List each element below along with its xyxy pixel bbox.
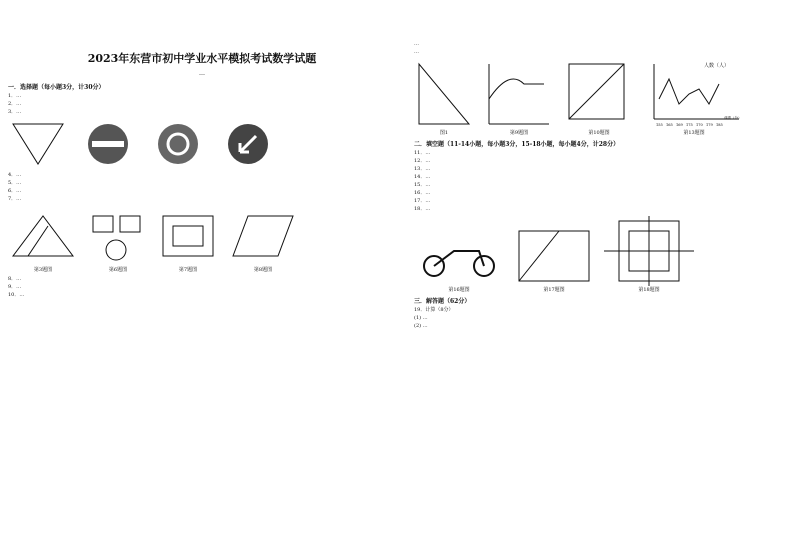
- question: 11．…: [414, 150, 431, 156]
- figure-caption: 图1: [439, 130, 449, 136]
- question: …: [414, 41, 419, 47]
- figure-row: [414, 216, 784, 293]
- figure-caption: 第13题图: [683, 130, 705, 136]
- question: 4．…: [8, 172, 22, 178]
- chart-ylabel: 人数（人）: [704, 63, 730, 69]
- question: 14．…: [414, 174, 431, 180]
- section-3-title: 三．解答题（62分）: [414, 298, 471, 305]
- figure-row: [414, 59, 784, 136]
- chart-xtick: 165: [666, 123, 673, 127]
- chart-xtick: 155: [656, 123, 663, 127]
- roundabout-sign-icon: [148, 119, 208, 169]
- question: …: [414, 49, 419, 55]
- question: (1) …: [414, 315, 428, 321]
- square-figure: [564, 59, 634, 129]
- chart-xtick: 170: [696, 123, 703, 127]
- section-1-title: 一．选择题（每小题3分，计30分）: [8, 84, 105, 91]
- question: (2) …: [414, 323, 428, 329]
- figure-caption: 第9题图: [509, 130, 529, 136]
- left-column: [8, 80, 396, 300]
- question: 3．…: [8, 109, 22, 115]
- chart-xlabel: 成绩（分）: [724, 116, 742, 120]
- question: 19．计算（8分）: [414, 307, 454, 313]
- figure-caption: 第10题图: [588, 130, 610, 136]
- grid-path-figure: [604, 216, 694, 286]
- question: 2．…: [8, 101, 22, 107]
- chart-xtick: 175: [686, 123, 693, 127]
- question: 5．…: [8, 180, 22, 186]
- question: 16．…: [414, 190, 431, 196]
- chart-xtick: 169: [676, 123, 683, 127]
- right-column: [414, 40, 784, 331]
- parallelogram-figure: [228, 206, 298, 266]
- exam-meta: …: [199, 70, 205, 77]
- rectangle-figure: [158, 206, 218, 266]
- figure-row: [8, 206, 396, 273]
- figure-caption: 第8题图: [253, 267, 273, 273]
- geometry-figure: [8, 206, 78, 266]
- question: 1．…: [8, 93, 22, 99]
- question: 13．…: [414, 166, 431, 172]
- function-graph: [484, 59, 554, 129]
- figure-caption: 第7题图: [178, 267, 198, 273]
- figure-caption: 第3题图: [33, 267, 53, 273]
- question: 17．…: [414, 198, 431, 204]
- chart-xtick: 185: [716, 123, 723, 127]
- question: 18．…: [414, 206, 431, 212]
- question: 12．…: [414, 158, 431, 164]
- page-title: 2023年东营市初中学业水平模拟考试数学试题: [87, 52, 317, 65]
- figure-caption: 第16题图: [448, 287, 470, 293]
- question: 9．…: [8, 284, 22, 290]
- figure-caption: 第18题图: [638, 287, 660, 293]
- rectangle-fold-figure: [514, 226, 594, 286]
- figure-caption: 第6题图: [108, 267, 128, 273]
- question: 15．…: [414, 182, 431, 188]
- question: 8．…: [8, 276, 22, 282]
- question: 7．…: [8, 196, 22, 202]
- motorcycle-figure: [414, 226, 504, 286]
- triangle-sign-icon: [8, 119, 68, 169]
- question: 6．…: [8, 188, 22, 194]
- question: 10．…: [8, 292, 25, 298]
- section-2-title: 二．填空题（11-14小题，每小题3分，15-18小题，每小题4分，计28分）: [414, 141, 620, 148]
- line-chart: [644, 59, 744, 129]
- no-entry-sign-icon: [78, 119, 138, 169]
- arrow-sign-icon: [218, 119, 278, 169]
- figure-caption: 第17题图: [543, 287, 565, 293]
- figure-row: [8, 119, 396, 169]
- chart-xtick: 179: [706, 123, 713, 127]
- triangle-figure: [414, 59, 474, 129]
- three-view-figure: [88, 206, 148, 266]
